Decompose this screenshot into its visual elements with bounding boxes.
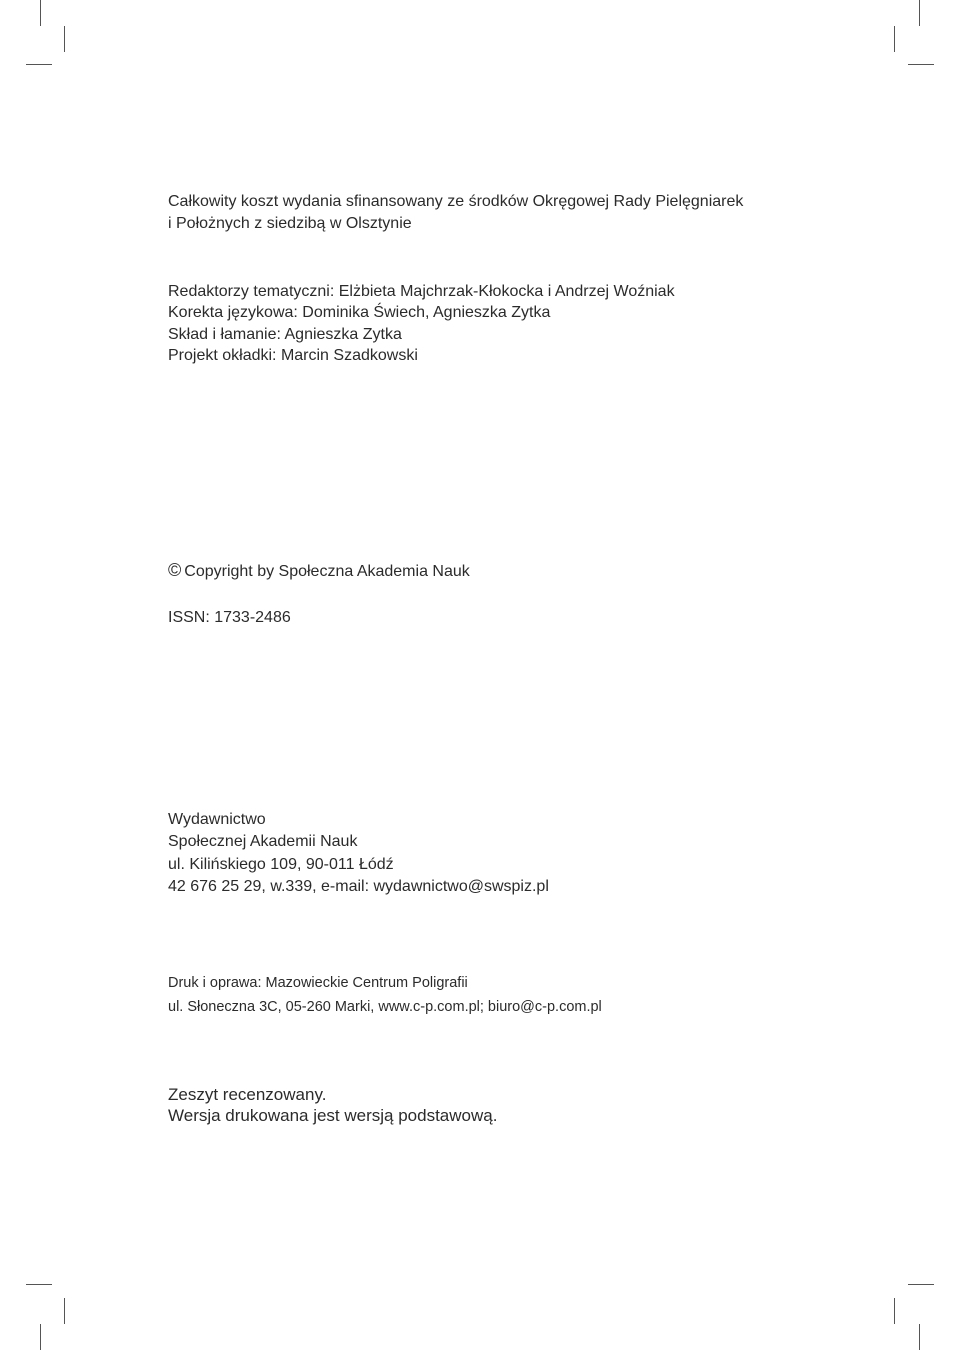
editorial-credits [168, 281, 675, 366]
funding-line: Całkowity koszt wydania sfinansowany ze środków Okręgowej Rady Pielęgniarek [168, 193, 744, 210]
crop-mark-top-right-horizontal [908, 64, 934, 65]
publisher-address: ul. Kilińskiego 109, 90-011 Łódź [168, 855, 394, 873]
copyright-notice [168, 559, 470, 583]
crop-mark-top-right-vertical-inner [894, 26, 895, 52]
printing-address: ul. Słoneczna 3C, 05-260 Marki, www.c-p.com.pl; biuro@c-p.com.pl [168, 999, 602, 1015]
publisher-line: Społecznej Akademii Nauk [168, 833, 358, 851]
edition-notes [168, 1084, 497, 1126]
printing-line: Druk i oprawa: Mazowieckie Centrum Poligrafii [168, 975, 468, 991]
publisher-contact: 42 676 25 29, w.339, e-mail: wydawnictwo@swspiz.pl [168, 877, 549, 895]
crop-mark-bottom-left-horizontal [26, 1284, 52, 1285]
funding-line: i Położnych z siedzibą w Olsztynie [168, 215, 412, 232]
note-line: Wersja drukowana jest wersją podstawową. [168, 1106, 498, 1125]
crop-mark-bottom-left-vertical [40, 1324, 41, 1350]
copyright-text: Copyright by Społeczna Akademia Nauk [184, 563, 470, 580]
crop-mark-bottom-right-vertical-inner [894, 1298, 895, 1324]
note-line: Zeszyt recenzowany. [168, 1085, 327, 1104]
copyright-symbol: © [168, 560, 182, 580]
crop-mark-top-left-vertical-inner [64, 26, 65, 52]
issn-number: ISSN: 1733-2486 [168, 609, 291, 626]
credit-proofreading: Korekta językowa: Dominika Świech, Agnieszka Zytka [168, 304, 551, 322]
credit-editors: Redaktorzy tematyczni: Elżbieta Majchrzak-Kłokocka i Andrzej Woźniak [168, 283, 675, 300]
funding-statement [168, 191, 743, 235]
publisher-line: Wydawnictwo [168, 811, 266, 828]
crop-mark-top-left-horizontal [26, 64, 52, 65]
issn-block [168, 607, 291, 629]
crop-mark-bottom-right-horizontal [908, 1284, 934, 1285]
publisher-info [168, 809, 549, 898]
crop-mark-top-left-vertical [40, 0, 41, 26]
crop-mark-top-right-vertical [919, 0, 920, 26]
crop-mark-bottom-right-vertical [919, 1324, 920, 1350]
credit-typesetting: Skład i łamanie: Agnieszka Zytka [168, 325, 402, 343]
crop-mark-bottom-left-vertical-inner [64, 1298, 65, 1324]
credit-cover-design: Projekt okładki: Marcin Szadkowski [168, 346, 418, 364]
printing-info [168, 971, 602, 1019]
